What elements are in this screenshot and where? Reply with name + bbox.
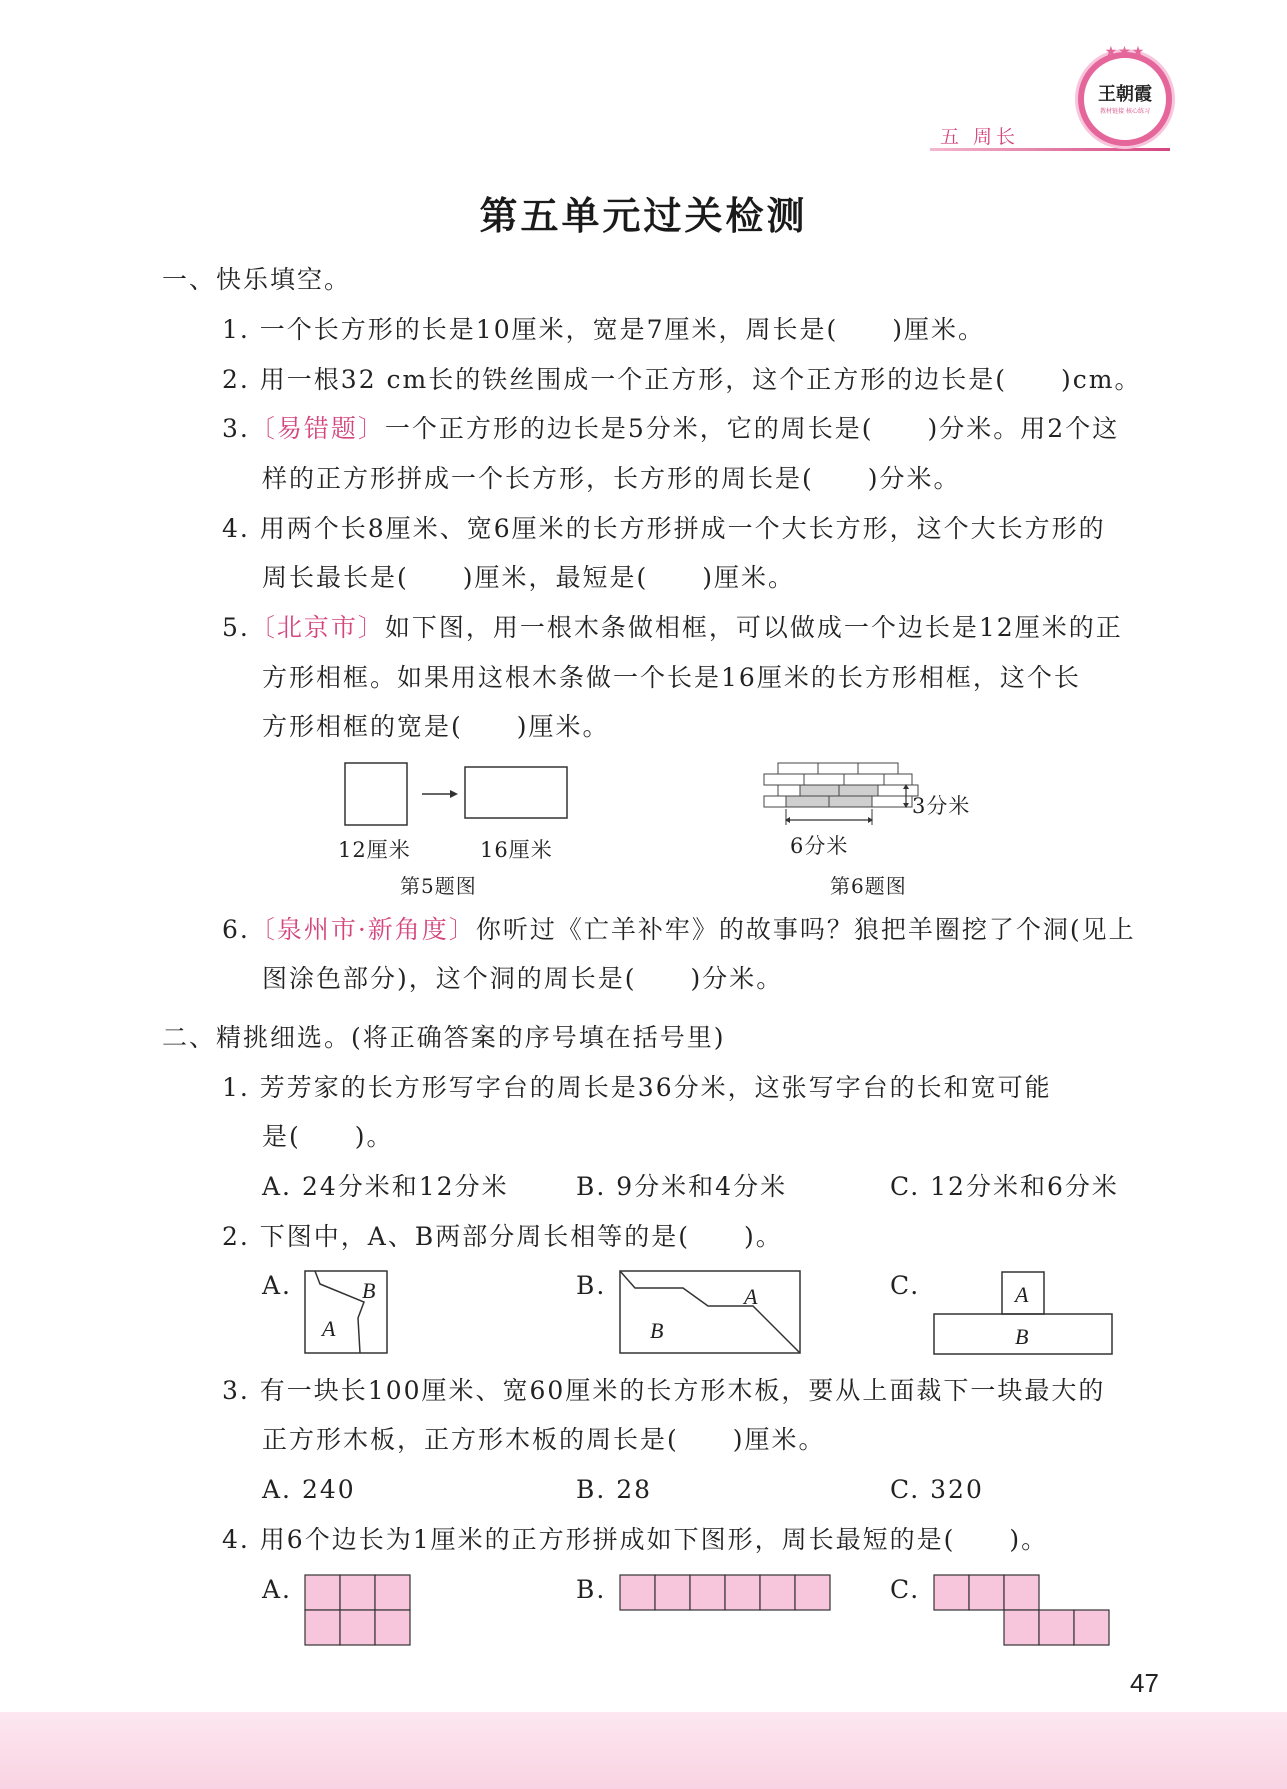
tile [655,1575,690,1610]
p1-q5-text-a: 如下图，用一根木条做相框，可以做成一个边长是12厘米的正 [384,613,1123,642]
p1-q6-line1 [222,915,1136,945]
crown-icon: ★★★ [1104,44,1146,60]
part1-heading: 一、快乐填空。 [162,265,352,294]
brick [778,763,818,774]
fig-b-label-b: B [650,1318,664,1343]
p1-q3-line1 [222,414,1119,444]
fig-b-frame [620,1271,800,1353]
p2-q1-option-a: A. 24分米和12分米 [262,1172,509,1201]
p2-q2-option-b: B. [576,1271,607,1300]
brick [764,774,804,785]
hole-brick [800,785,839,796]
p2-q3-line1: 3. 有一块长100厘米、宽60厘米的长方形木板，要从上面裁下一块最大的 [222,1376,1106,1405]
p1-q5-line2: 方形相框。如果用这根木条做一个长是16厘米的长方形相框，这个长 [262,663,1081,692]
brick [818,763,858,774]
p2-q3-option-b: B. 28 [576,1475,653,1504]
fig-c-label-a: A [1015,1282,1029,1307]
tag-easy-mistake: 〔易错题〕 [249,414,385,443]
tile [1004,1575,1039,1610]
p2-q2: 2. 下图中，A、B两部分周长相等的是( )。 [222,1222,783,1251]
tile [305,1610,340,1645]
p1-q3-number: 3. [222,414,250,443]
brick [804,774,844,785]
p2-q4-figure-b [617,1572,837,1614]
p2-q4-option-a: A. [262,1575,293,1604]
p2-q4-figure-c [931,1572,1121,1650]
p2-q1-line1: 1. 芳芳家的长方形写字台的周长是36分米，这张写字台的长和宽可能 [222,1073,1052,1102]
fig5-label-left: 12厘米 [338,838,411,862]
logo-tagline: 教材链接 核心练习 [1100,108,1150,115]
p1-q3-line2: 样的正方形拼成一个长方形，长方形的周长是( )分米。 [262,464,961,493]
tile [1004,1610,1039,1645]
tile [969,1575,1004,1610]
p1-q5-line3: 方形相框的宽是( )厘米。 [262,712,610,741]
p2-q3-option-c: C. 320 [890,1475,984,1504]
tile [725,1575,760,1610]
fig-b-divider [620,1271,800,1353]
p2-q4-option-b: B. [576,1575,607,1604]
brick [884,774,912,785]
p1-q4-line2: 周长最长是( )厘米，最短是( )厘米。 [262,563,796,592]
tile [760,1575,795,1610]
p2-q4-figure-a [302,1572,414,1648]
hole-brick [839,785,878,796]
brick [858,763,898,774]
p1-q6-text-a: 你听过《亡羊补牢》的故事吗？狼把羊圈挖了个洞(见上 [475,915,1136,944]
fig5-label-right: 16厘米 [480,838,553,862]
brick [844,774,884,785]
p2-q2-option-a: A. [262,1271,293,1300]
p2-q3-option-a: A. 240 [262,1475,356,1504]
bottom-decoration [0,1712,1287,1789]
p1-q2: 2. 用一根32 cm长的铁丝围成一个正方形，这个正方形的边长是( )cm。 [222,365,1142,394]
fig5-rectangle [465,767,567,818]
p2-q2-figure-a [300,1268,395,1358]
fig-a-label-b: B [362,1278,376,1303]
p2-q2-figure-b [615,1268,805,1358]
brick [778,785,800,796]
fig-a-label-a: A [322,1316,336,1341]
fig6-label-width: 6分米 [790,834,849,858]
p1-q6-number: 6. [222,915,250,944]
p2-q1-line2: 是( )。 [262,1122,394,1151]
tile [690,1575,725,1610]
figure-5 [330,755,580,835]
fig5-caption: 第5题图 [400,874,477,898]
p2-q2-option-c: C. [890,1271,921,1300]
p1-q4-line1: 4. 用两个长8厘米、宽6厘米的长方形拼成一个大长方形，这个大长方形的 [222,514,1106,543]
p1-q6-line2: 图涂色部分)，这个洞的周长是( )分米。 [262,964,784,993]
fig6-label-height: 3分米 [912,794,971,818]
tile [620,1575,655,1610]
logo-badge [1078,52,1172,146]
fig5-square [345,763,407,825]
fig5-arrowhead [450,790,458,798]
fig-c-label-b: B [1015,1324,1029,1349]
p2-q1-option-c: C. 12分米和6分米 [890,1172,1119,1201]
page-header [930,44,1170,160]
section-label: 五 周长 [940,126,1020,148]
tile [375,1575,410,1610]
p1-q5-number: 5. [222,613,250,642]
tile [305,1575,340,1610]
tile [340,1575,375,1610]
brick [764,796,786,807]
page-title: 第五单元过关检测 [479,194,808,238]
tag-beijing: 〔北京市〕 [249,613,385,642]
p2-q4: 4. 用6个边长为1厘米的正方形拼成如下图形，周长最短的是( )。 [222,1525,1049,1554]
p1-q5-line1 [222,613,1123,643]
tag-quanzhou: 〔泉州市·新角度〕 [249,915,476,944]
fig6-caption: 第6题图 [830,874,907,898]
page-number: 47 [1130,1668,1159,1698]
tile [1039,1610,1074,1645]
tile [340,1610,375,1645]
hole-brick [829,796,872,807]
hole-brick [786,796,829,807]
p1-q1: 1. 一个长方形的长是10厘米，宽是7厘米，周长是( )厘米。 [222,315,986,344]
p2-q4-option-c: C. [890,1575,921,1604]
fig-b-label-a: A [744,1284,758,1309]
part2-heading: 二、精挑细选。(将正确答案的序号填在括号里) [162,1023,726,1052]
tile [375,1610,410,1645]
logo-text: 王朝霞 [1098,84,1152,105]
tile [934,1575,969,1610]
p2-q1-option-b: B. 9分米和4分米 [576,1172,788,1201]
tile [1074,1610,1109,1645]
p2-q3-line2: 正方形木板，正方形木板的周长是( )厘米。 [262,1425,826,1454]
tile [795,1575,830,1610]
p1-q3-text-a: 一个正方形的边长是5分米，它的周长是( )分米。用2个这 [384,414,1120,443]
